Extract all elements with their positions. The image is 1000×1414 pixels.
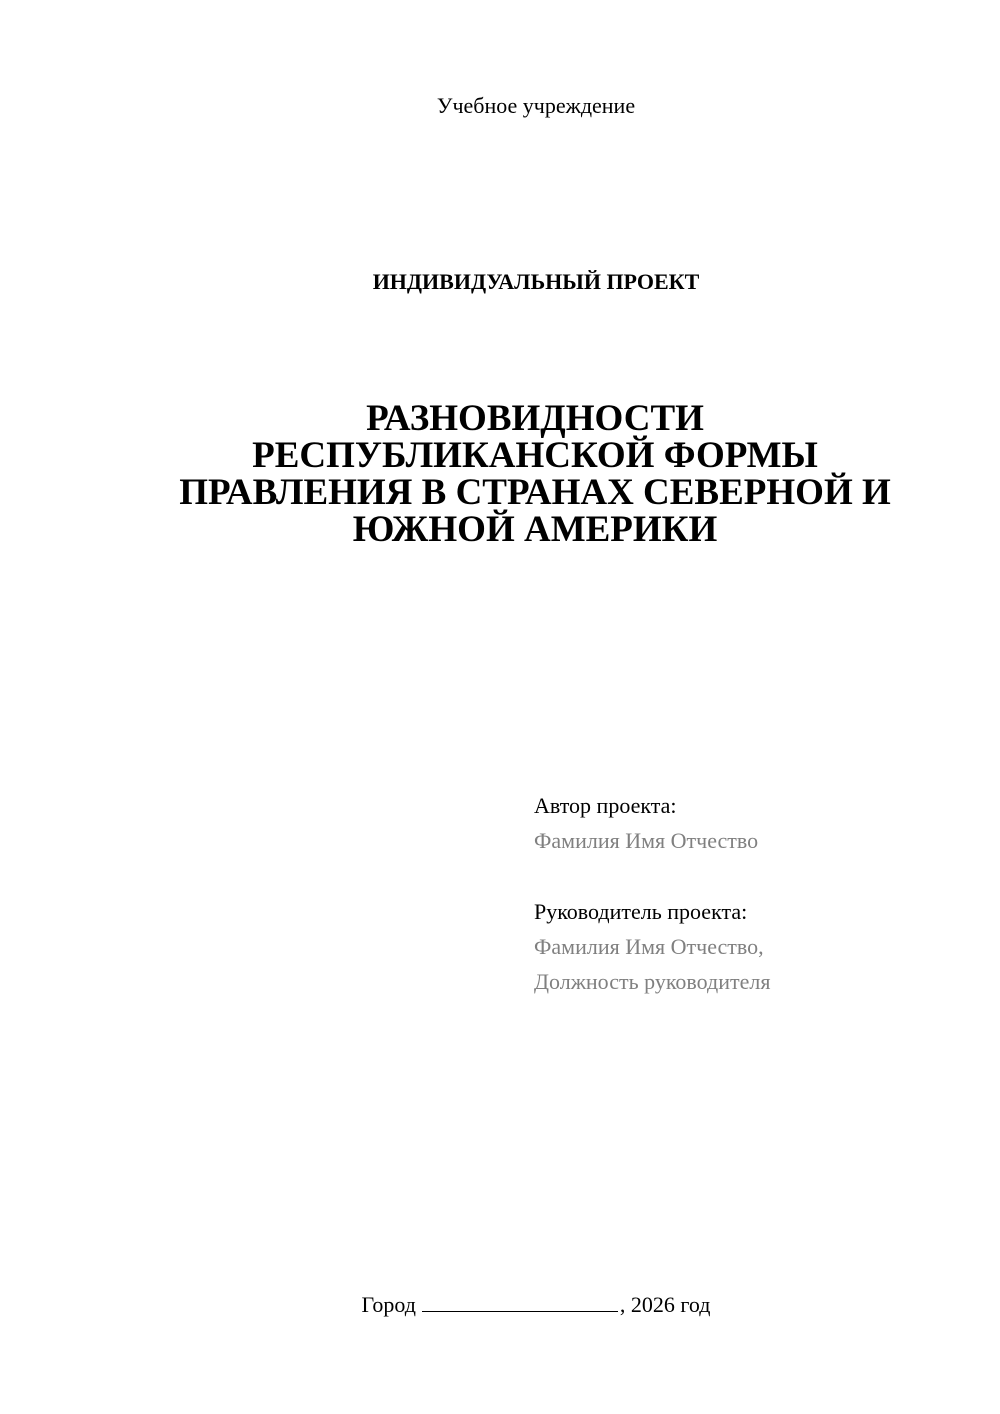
city-blank-line xyxy=(422,1293,618,1312)
institution-name: Учебное учреждение xyxy=(436,93,636,118)
year-text: , 2026 год xyxy=(619,1292,711,1317)
authors-block xyxy=(534,788,974,999)
supervisor-position-placeholder: Должность руководителя xyxy=(534,969,771,994)
spacer xyxy=(534,858,974,894)
project-title-line: ПРАВЛЕНИЯ В СТРАНАХ СЕВЕРНОЙ И xyxy=(179,472,891,513)
city-label: Город xyxy=(361,1292,416,1317)
project-title xyxy=(140,400,930,548)
author-name-placeholder: Фамилия Имя Отчество xyxy=(534,828,759,853)
author-label: Автор проекта: xyxy=(534,793,677,818)
city-year-line xyxy=(0,1290,1000,1320)
supervisor-label: Руководитель проекта: xyxy=(534,899,748,924)
project-title-line: ЮЖНОЙ АМЕРИКИ xyxy=(352,509,718,550)
project-title-line: РЕСПУБЛИКАНСКОЙ ФОРМЫ xyxy=(252,435,818,476)
project-title-line: РАЗНОВИДНОСТИ xyxy=(366,398,704,439)
document-type: ИНДИВИДУАЛЬНЫЙ ПРОЕКТ xyxy=(372,269,700,294)
supervisor-name-placeholder: Фамилия Имя Отчество, xyxy=(534,934,764,959)
